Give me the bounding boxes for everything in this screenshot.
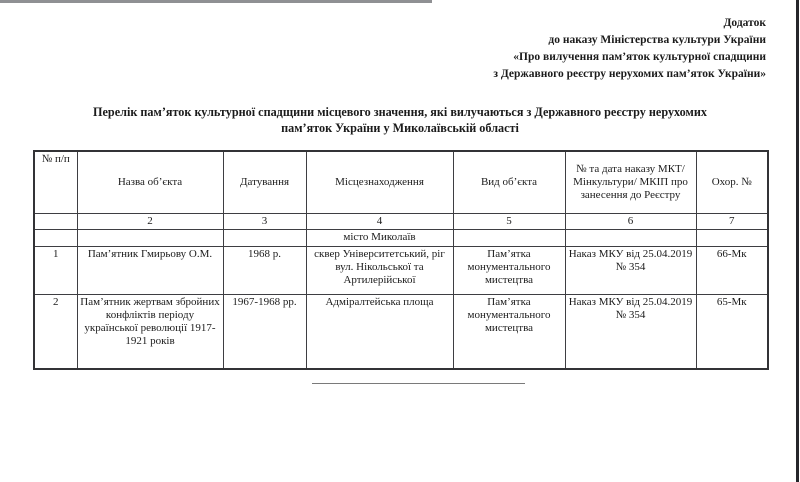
numbering-cell-1 bbox=[34, 213, 77, 229]
table-row bbox=[34, 294, 768, 369]
annex-header-line-2: до наказу Міністерства культури України bbox=[548, 34, 766, 46]
annex-header-line-3: «Про вилучення пам’яток культурної спадщини bbox=[513, 51, 766, 63]
document-title bbox=[0, 104, 800, 136]
document-title-line-1: Перелік пам’яток культурної спадщини місцевого значення, які вилучаються з Державного реєстру нерухомих bbox=[93, 105, 707, 119]
monuments-table bbox=[33, 150, 769, 370]
cell-protection-no: 65-Мк bbox=[696, 294, 768, 369]
header-cell-order: № та дата наказу МКТ/Мінкультури/ МКІП про занесення до Реєстру bbox=[565, 151, 696, 213]
column-numbering-row bbox=[34, 213, 768, 229]
cell-name: Пам’ятник жертвам збройних конфліктів періоду української революції 1917-1921 років bbox=[77, 294, 223, 369]
cell-name: Пам’ятник Гмирьову О.М. bbox=[77, 246, 223, 294]
header-cell-dating: Датування bbox=[223, 151, 306, 213]
cell-location: сквер Університетський, ріг вул. Нікольської та Артилерійської bbox=[306, 246, 453, 294]
cell-location: Адміралтейська площа bbox=[306, 294, 453, 369]
signature-line bbox=[312, 383, 525, 384]
cell-dating: 1967-1968 рр. bbox=[223, 294, 306, 369]
section-empty-cell bbox=[77, 229, 223, 246]
cell-order: Наказ МКУ від 25.04.2019 № 354 bbox=[565, 294, 696, 369]
scan-artifact-top-line bbox=[0, 0, 432, 3]
annex-header-line-4: з Державного реєстру нерухомих пам’яток України» bbox=[493, 68, 766, 80]
header-cell-num: № п/п bbox=[34, 151, 77, 213]
cell-num: 1 bbox=[34, 246, 77, 294]
annex-header bbox=[0, 0, 800, 83]
header-cell-type: Вид об’єкта bbox=[453, 151, 565, 213]
header-cell-location: Місцезнаходження bbox=[306, 151, 453, 213]
annex-header-line-1: Додаток bbox=[723, 17, 766, 29]
numbering-cell-4: 4 bbox=[306, 213, 453, 229]
numbering-cell-5: 5 bbox=[453, 213, 565, 229]
cell-dating: 1968 р. bbox=[223, 246, 306, 294]
city-section-row bbox=[34, 229, 768, 246]
city-section-label: місто Миколаїв bbox=[306, 229, 453, 246]
numbering-cell-6: 6 bbox=[565, 213, 696, 229]
header-cell-name: Назва об’єкта bbox=[77, 151, 223, 213]
section-empty-cell bbox=[223, 229, 306, 246]
cell-num: 2 bbox=[34, 294, 77, 369]
cell-order: Наказ МКУ від 25.04.2019 № 354 bbox=[565, 246, 696, 294]
numbering-cell-7: 7 bbox=[696, 213, 768, 229]
section-empty-cell bbox=[696, 229, 768, 246]
table-row bbox=[34, 246, 768, 294]
section-empty-cell bbox=[453, 229, 565, 246]
cell-type: Пам’ятка монументального мистецтва bbox=[453, 294, 565, 369]
cell-type: Пам’ятка монументального мистецтва bbox=[453, 246, 565, 294]
cell-protection-no: 66-Мк bbox=[696, 246, 768, 294]
numbering-cell-3: 3 bbox=[223, 213, 306, 229]
section-empty-cell bbox=[34, 229, 77, 246]
header-cell-protection-no: Охор. № bbox=[696, 151, 768, 213]
table-header-row bbox=[34, 151, 768, 213]
document-title-line-2: пам’яток України у Миколаївській області bbox=[281, 121, 519, 135]
numbering-cell-2: 2 bbox=[77, 213, 223, 229]
scan-artifact-right-line bbox=[796, 0, 799, 482]
section-empty-cell bbox=[565, 229, 696, 246]
